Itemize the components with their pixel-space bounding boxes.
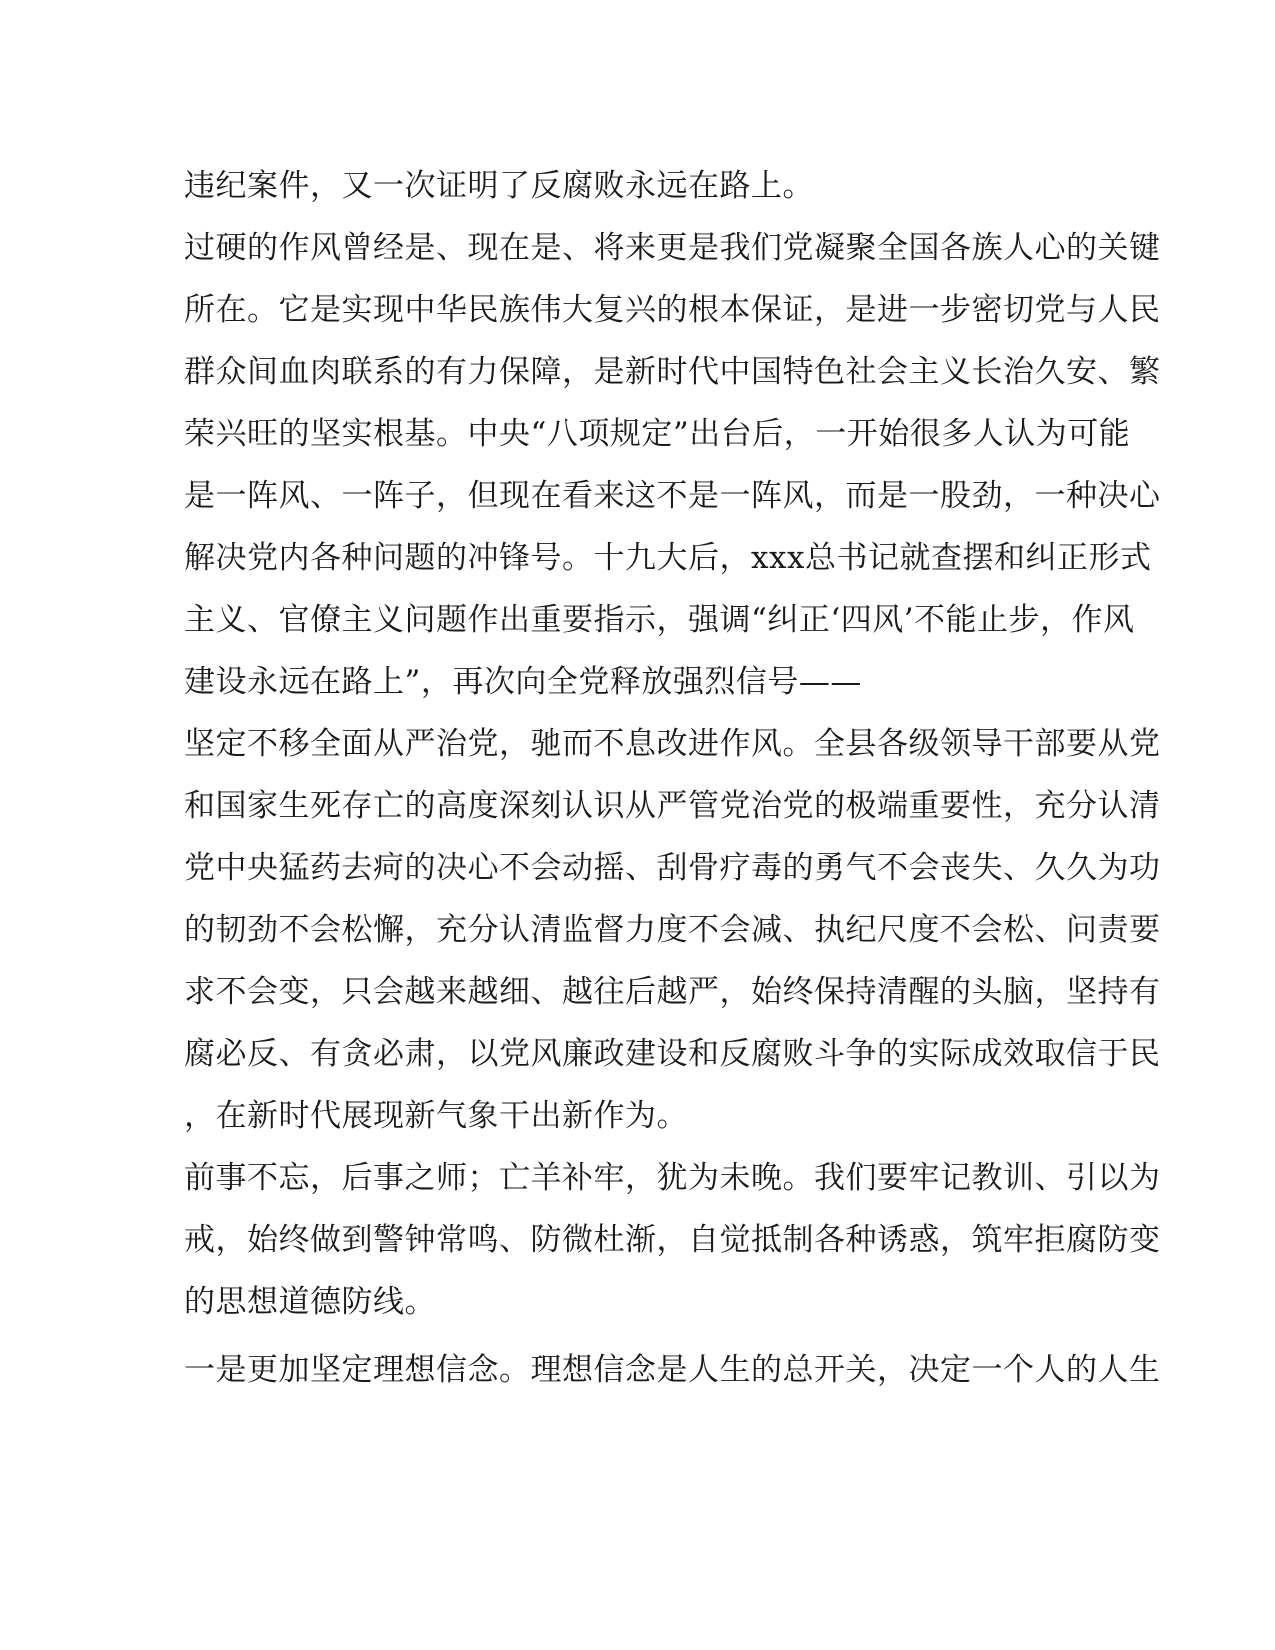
text-line: 的思想道德防线。 (184, 1284, 436, 1320)
text-line: 腐必反、有贪必肃，以党风廉政建设和反腐败斗争的实际成效取信于民 (184, 1036, 1161, 1072)
text-line: 前事不忘，后事之师；亡羊补牢，犹为未晚。我们要牢记教训、引以为 (184, 1160, 1161, 1196)
text-line: 群众间血肉联系的有力保障，是新时代中国特色社会主义长治久安、繁 (184, 354, 1161, 390)
text-line: ，在新时代展现新气象干出新作为。 (184, 1098, 688, 1134)
text-line: 和国家生死存亡的高度深刻认识从严管党治党的极端重要性，充分认清 (184, 788, 1161, 824)
text-line: 坚定不移全面从严治党，驰而不息改进作风。全县各级领导干部要从党 (184, 726, 1161, 762)
text-line: 是一阵风、一阵子，但现在看来这不是一阵风，而是一股劲，一种决心 (184, 478, 1161, 514)
text-line: 一是更加坚定理想信念。理想信念是人生的总开关，决定一个人的人生 (184, 1352, 1161, 1388)
text-line: 解决党内各种问题的冲锋号。十九大后，xxx总书记就查摆和纠正形式 (184, 540, 1152, 576)
text-line: 戒，始终做到警钟常鸣、防微杜渐，自觉抵制各种诱惑，筑牢拒腐防变 (184, 1222, 1161, 1258)
text-line: 的韧劲不会松懈，充分认清监督力度不会减、执纪尺度不会松、问责要 (184, 912, 1161, 948)
text-line: 荣兴旺的坚实根基。中央“八项规定”出台后，一开始很多人认为可能 (184, 416, 1131, 452)
text-line: 所在。它是实现中华民族伟大复兴的根本保证，是进一步密切党与人民 (184, 292, 1161, 328)
text-line: 过硬的作风曾经是、现在是、将来更是我们党凝聚全国各族人心的关键 (184, 230, 1161, 266)
text-line: 党中央猛药去疴的决心不会动摇、刮骨疗毒的勇气不会丧失、久久为功 (184, 850, 1161, 886)
text-line: 求不会变，只会越来越细、越往后越严，始终保持清醒的头脑，坚持有 (184, 974, 1161, 1010)
text-line: 建设永远在路上”，再次向全党释放强烈信号—— (184, 664, 862, 700)
text-line: 主义、官僚主义问题作出重要指示，强调“纠正‘四风’不能止步，作风 (184, 602, 1135, 638)
text-line: 违纪案件，又一次证明了反腐败永远在路上。 (184, 168, 814, 204)
